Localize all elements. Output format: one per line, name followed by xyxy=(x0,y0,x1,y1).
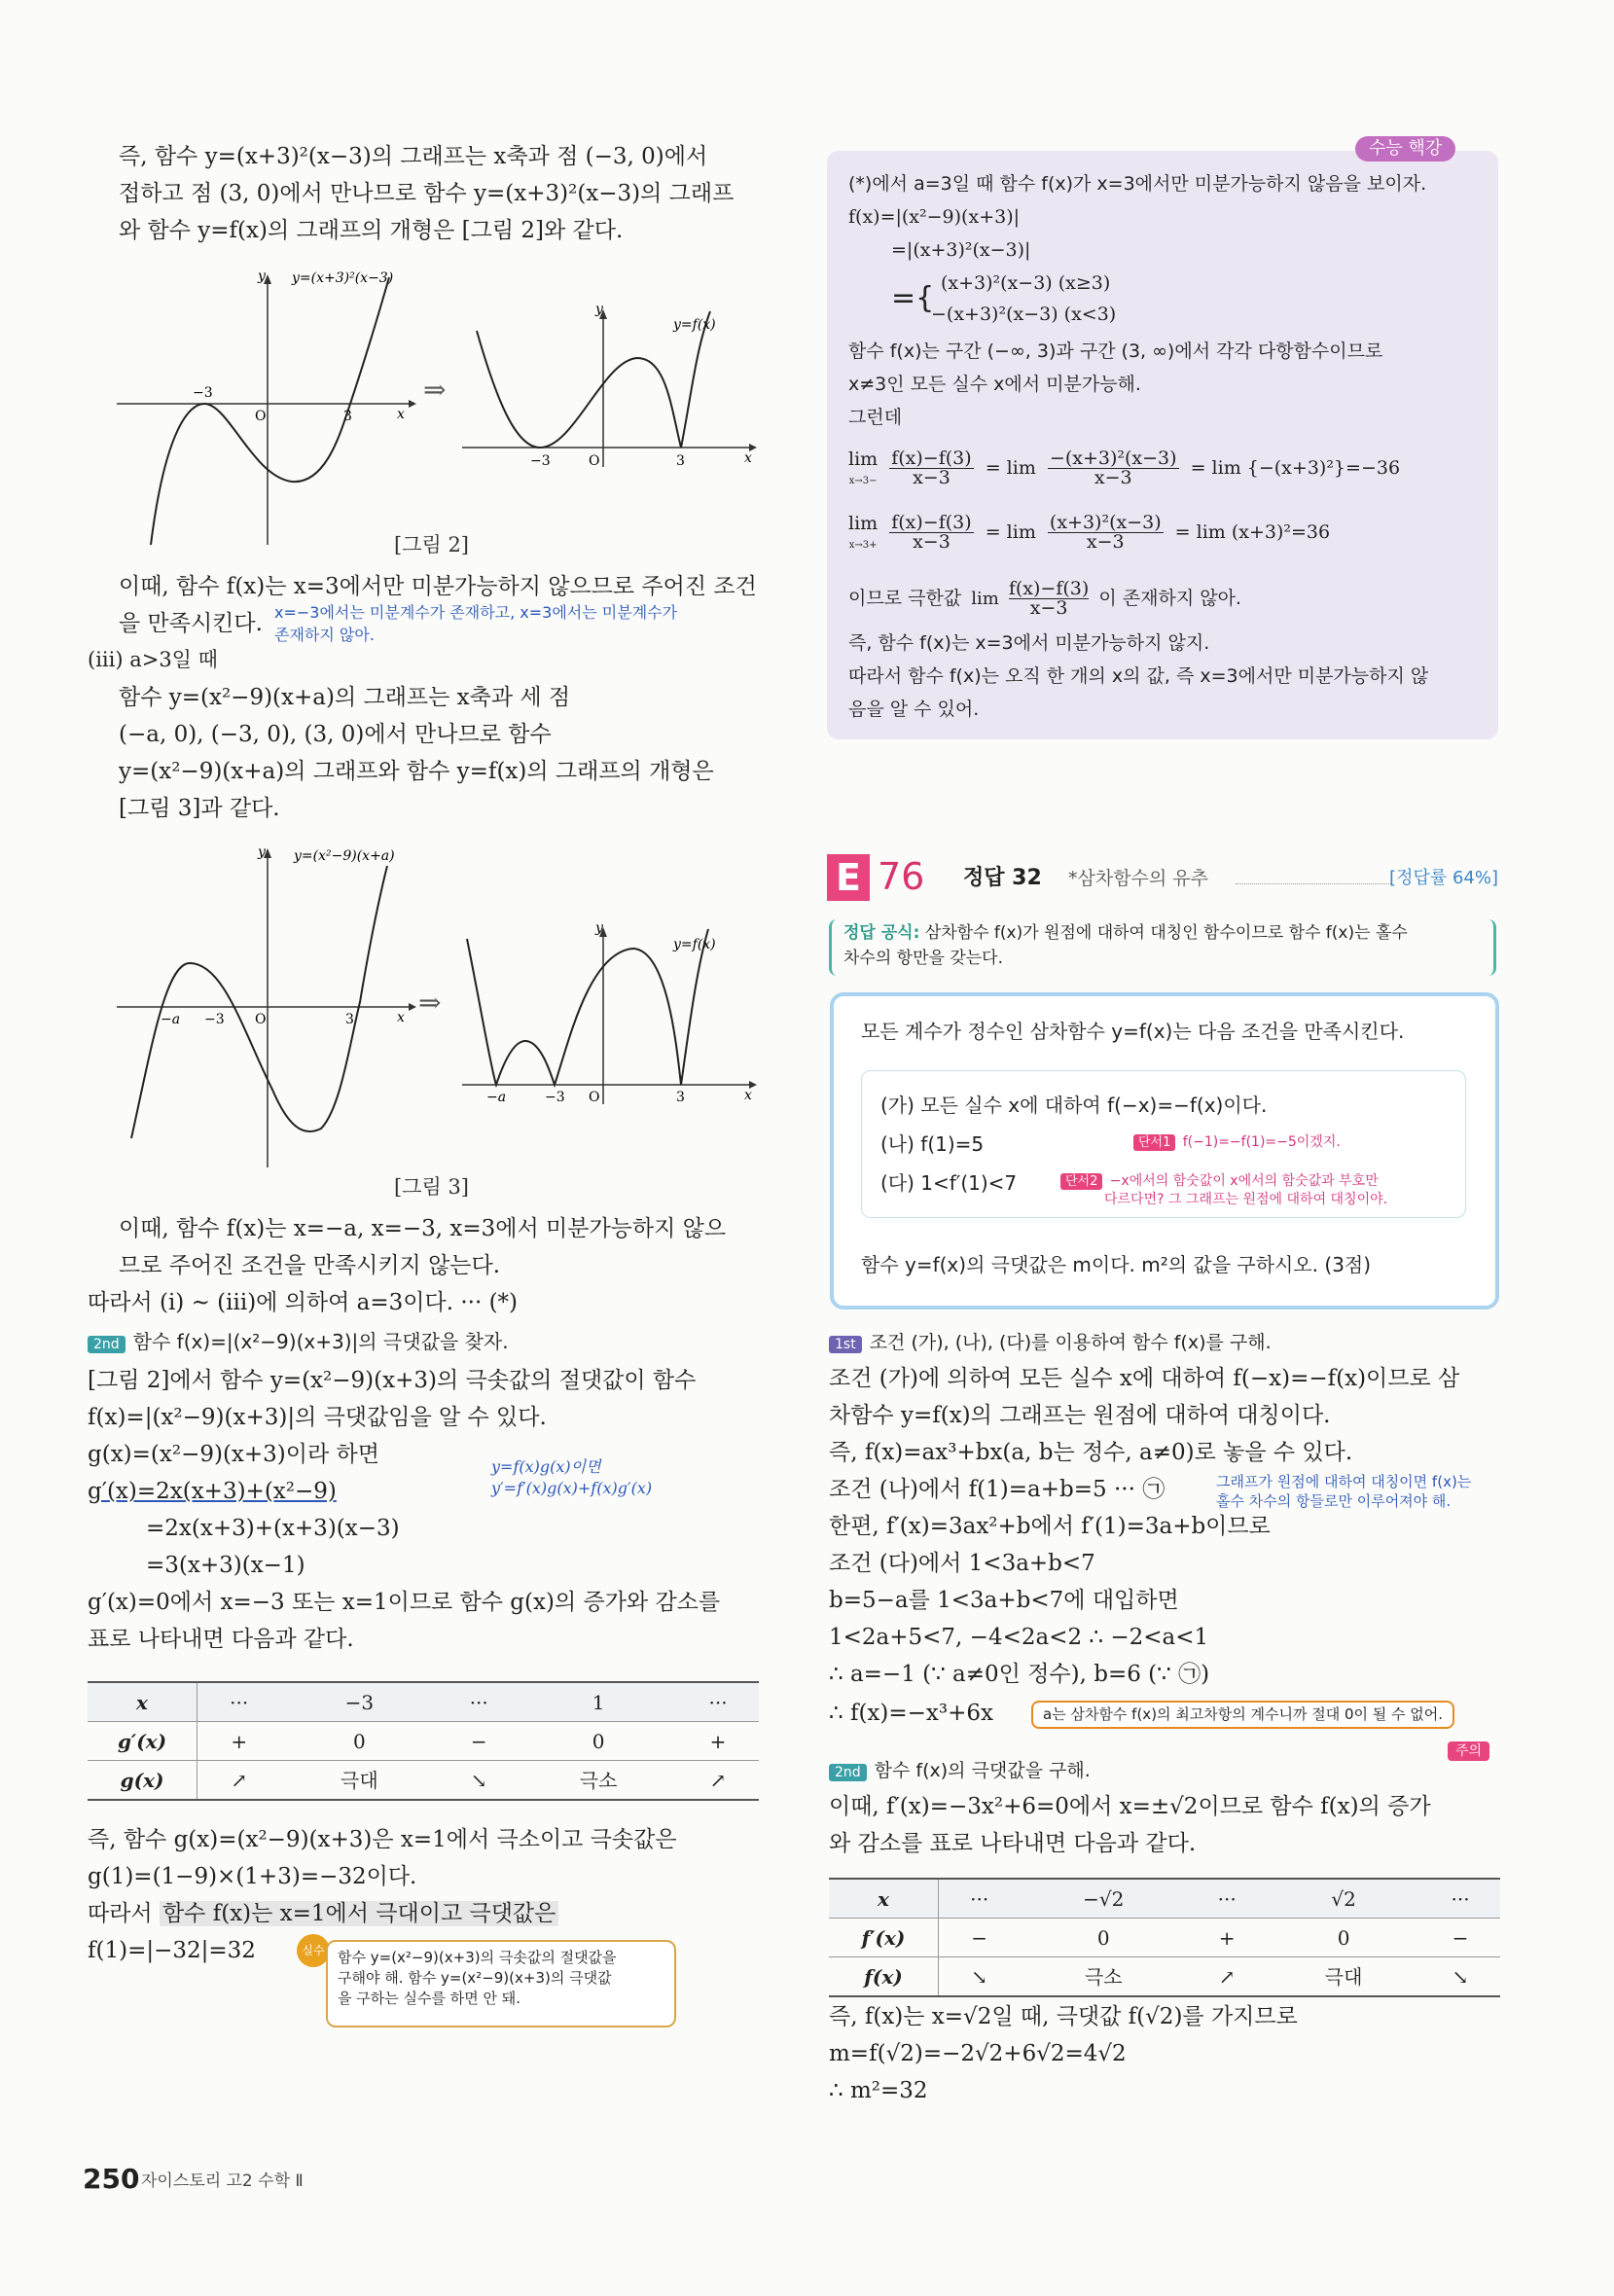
table-cell: ↗ xyxy=(1187,1957,1267,1997)
axis-x-label: x xyxy=(744,450,752,466)
table-cell: + xyxy=(677,1722,759,1761)
lim: lim xyxy=(848,512,879,534)
table-cell: ↘ xyxy=(1420,1957,1500,1997)
page-number: 250 xyxy=(83,2163,140,2195)
tick-label: 3 xyxy=(343,409,352,424)
table-cell: 극소 xyxy=(1020,1957,1187,1997)
table-cell: 극대 xyxy=(280,1761,438,1801)
limit-right: lim x→3+ $\frac{f(x)-f(3)}{x-3}$ = lim $\frac{\text{(x+3)²(x−3)}}{x-3}$ = lim (x+3)²=36 xyxy=(848,512,1331,553)
text-line: 즉, 함수 f(x)는 x=3에서 미분가능하지 않지. xyxy=(848,632,1210,654)
topic-label: *삼차함수의 유추 xyxy=(1068,868,1209,889)
step-tag: 2nd xyxy=(88,1336,126,1353)
figure-3-graphs xyxy=(107,846,769,1177)
text-line: f(x)=|(x²−9)(x+3)| xyxy=(848,206,1021,228)
paragraph-line: y=(x²−9)(x+a)의 그래프와 함수 y=f(x)의 그래프의 개형은 xyxy=(119,759,714,784)
mistake-note xyxy=(326,1940,676,2027)
text-line: 함수 f(x)는 구간 (−∞, 3)과 구간 (3, ∞)에서 각각 다항함수이므로 xyxy=(848,341,1383,362)
axis-y-label: y xyxy=(258,846,266,860)
paragraph-line: g′(x)=2x(x+3)+(x²−9) xyxy=(88,1479,337,1504)
table-cell: 0 xyxy=(280,1722,438,1761)
lim: lim xyxy=(848,448,879,470)
product-rule-note: y=f(x)g(x)이면 xyxy=(491,1457,601,1476)
condition-na: (나) f(1)=5 xyxy=(880,1132,985,1156)
solution-line: ∴ f(x)=−x³+6x xyxy=(829,1701,993,1726)
paragraph-line: 함수 y=(x²−9)(x+a)의 그래프는 x축과 세 점 xyxy=(119,685,571,710)
hint-tag: 단서2 xyxy=(1060,1173,1102,1190)
solution-line: ∴ a=−1 (∵ a≠0인 정수), b=6 (∵ ㉠) xyxy=(829,1662,1210,1687)
table-cell: 1 xyxy=(520,1682,677,1722)
correct-rate: [정답률 64%] xyxy=(1389,868,1498,888)
table-cell: ··· xyxy=(1187,1879,1267,1919)
tick-label: −3 xyxy=(530,453,551,469)
core-badge: 수능 핵강 xyxy=(1355,136,1455,161)
solution-line: 와 감소를 표로 나타내면 다음과 같다. xyxy=(829,1831,1197,1856)
fraction-den: x−3 xyxy=(1086,531,1125,553)
mistake-badge xyxy=(297,1934,330,1967)
note-line: 구해야 해. 함수 y=(x²−9)(x+3)의 극댓값 xyxy=(338,1969,612,1987)
paragraph-line: 이때, 함수 f(x)는 x=−a, x=−3, x=3에서 미분가능하지 않으 xyxy=(119,1216,727,1241)
paragraph-line: f(1)=|−32|=32 xyxy=(88,1938,256,1963)
lim-sub: x→3+ xyxy=(848,539,878,551)
tick-label: −3 xyxy=(545,1090,565,1105)
formula-box xyxy=(829,919,1496,976)
table-cell: 극소 xyxy=(520,1761,677,1801)
paragraph-line: g(x)=(x²−9)(x+3)이라 하면 xyxy=(88,1442,379,1467)
paragraph-line: 따라서 (i) ~ (iii)에 의하여 a=3이다. ··· (*) xyxy=(88,1290,519,1315)
product-rule-note: y′=f′(x)g(x)+f(x)g′(x) xyxy=(491,1479,653,1497)
axis-y-label: y xyxy=(595,302,603,317)
badge-label: 실수 xyxy=(302,1944,325,1957)
axis-y-label: y xyxy=(258,269,266,284)
paragraph-line: 즉, 함수 y=(x+3)²(x−3)의 그래프는 x축과 점 (−3, 0)에서 xyxy=(119,144,708,169)
paragraph-line: [그림 3]과 같다. xyxy=(119,796,280,821)
table-cell: + xyxy=(1187,1919,1267,1957)
hint-1 xyxy=(1133,1129,1341,1151)
graph-label: y=(x²−9)(x+a) xyxy=(294,848,395,864)
step-text: 함수 f(x)의 극댓값을 구해. xyxy=(874,1760,1091,1781)
symmetry-note: 홀수 차수의 항들로만 이루어져야 해. xyxy=(1216,1492,1452,1510)
implies-arrow: ⇒ xyxy=(423,374,447,406)
paragraph-line: 즉, 함수 g(x)=(x²−9)(x+3)은 x=1에서 극소이고 극솟값은 xyxy=(88,1827,677,1852)
table-cell: − xyxy=(438,1722,520,1761)
fraction-num: f(x)−f(3) xyxy=(1008,578,1090,599)
note-line: 함수 y=(x²−9)(x+3)의 극솟값의 절댓값을 xyxy=(338,1949,617,1966)
text-line: 이므로 극한값 lim $\frac{f(x)-f(3)}{x-3}$ 이 존재하지 않아. xyxy=(848,578,1241,619)
axis-x-label: x xyxy=(397,407,405,422)
tick-label: −a xyxy=(161,1012,181,1027)
table-cell: ↘ xyxy=(939,1957,1021,1997)
text-line: −(x+3)²(x−3) (x<3) xyxy=(931,304,1117,325)
fraction-den: x−3 xyxy=(1094,467,1132,488)
text-line: (*)에서 a=3일 때 함수 f(x)가 x=3에서만 미분가능하지 않음을 보이자. xyxy=(848,173,1427,195)
tick-label: 3 xyxy=(676,453,685,469)
graph-label: y=f(x) xyxy=(673,937,716,952)
fraction-num: f(x)−f(3) xyxy=(891,448,972,469)
solution-line: 즉, f(x)=ax³+bx(a, b는 정수, a≠0)로 놓을 수 있다. xyxy=(829,1440,1353,1465)
highlighted-text: 함수 f(x)는 x=1에서 극대이고 극댓값은 xyxy=(160,1901,558,1926)
axis-x-label: x xyxy=(744,1088,752,1103)
table-cell: f′(x) xyxy=(829,1919,939,1957)
table-cell: ↘ xyxy=(438,1761,520,1801)
formula-label: 정답 공식: xyxy=(843,923,920,943)
note-line: 을 구하는 실수를 하면 안 돼. xyxy=(338,1990,520,2007)
table-cell: ··· xyxy=(197,1682,281,1722)
paragraph-line: g′(x)=0에서 x=−3 또는 x=1이므로 함수 g(x)의 증가와 감소를 xyxy=(88,1590,721,1615)
problem-letter: E xyxy=(827,854,870,901)
graph-label: y=f(x) xyxy=(673,317,716,333)
origin-label: O xyxy=(589,453,600,469)
limit-tail: = lim {−(x+3)²}=−36 xyxy=(1190,457,1401,479)
tick-label: 3 xyxy=(676,1090,685,1105)
paragraph-line: 므로 주어진 조건을 만족시키지 않는다. xyxy=(119,1253,501,1278)
paragraph-line: =2x(x+3)+(x+3)(x−3) xyxy=(146,1516,400,1541)
solution-line: 조건 (나)에서 f(1)=a+b=5 ··· ㉠ xyxy=(829,1477,1166,1502)
table-cell: ··· xyxy=(1420,1879,1500,1919)
step-tag: 1st xyxy=(829,1336,862,1353)
hint-tag: 단서1 xyxy=(1133,1134,1175,1151)
hint-text: f(−1)=−f(1)=−5이겠지. xyxy=(1182,1134,1341,1150)
formula-text: 삼차함수 f(x)가 원점에 대하여 대칭인 함수이므로 함수 f(x)는 홀수 xyxy=(924,923,1408,943)
solution-line: 1<2a+5<7, −4<2a<2 ∴ −2<a<1 xyxy=(829,1625,1209,1650)
step-heading xyxy=(829,1331,1272,1353)
implies-arrow: ⇒ xyxy=(418,987,442,1019)
hint-2 xyxy=(1060,1167,1379,1190)
step-tag: 2nd xyxy=(829,1764,867,1781)
brace: ={ xyxy=(891,281,935,315)
side-note: x=−3에서는 미분계수가 존재하고, x=3에서는 미분계수가 xyxy=(274,603,678,622)
axis-y-label: y xyxy=(595,920,603,936)
paragraph-line: 이때, 함수 f(x)는 x=3에서만 미분가능하지 않으므로 주어진 조건 xyxy=(119,574,757,599)
table-cell: 0 xyxy=(1267,1919,1420,1957)
condition-ga: (가) 모든 실수 x에 대하여 f(−x)=−f(x)이다. xyxy=(880,1094,1268,1117)
text: 이 존재하지 않아. xyxy=(1098,588,1241,609)
fraction-den: x−3 xyxy=(913,531,950,553)
case-heading: (iii) a>3일 때 xyxy=(88,648,218,671)
text-line: x≠3인 모든 실수 x에서 미분가능해. xyxy=(848,374,1141,395)
step-text: 조건 (가), (나), (다)를 이용하여 함수 f(x)를 구해. xyxy=(869,1332,1272,1353)
table-cell: ··· xyxy=(939,1879,1021,1919)
figure-caption: [그림 2] xyxy=(394,533,469,556)
paragraph-line xyxy=(88,1903,558,1925)
problem-number: 76 xyxy=(878,855,925,898)
table-cell: + xyxy=(197,1722,281,1761)
paragraph-line: =3(x+3)(x−1) xyxy=(146,1553,305,1578)
book-title: 자이스토리 고2 수학 Ⅱ xyxy=(141,2171,304,2191)
table-cell: 0 xyxy=(520,1722,677,1761)
text-line: 음을 알 수 있어. xyxy=(848,699,980,720)
side-note: 존재하지 않아. xyxy=(274,626,375,644)
table-cell: ↗ xyxy=(677,1761,759,1801)
fraction-den: x−3 xyxy=(1029,597,1068,619)
problem-stem: 모든 계수가 정수인 삼차함수 y=f(x)는 다음 조건을 만족시킨다. xyxy=(861,1020,1405,1043)
graph-label: y=(x+3)²(x−3) xyxy=(292,270,394,286)
table-cell: ··· xyxy=(677,1682,759,1722)
table-cell: g(x) xyxy=(88,1761,197,1801)
fraction-num: −(x+3)²(x−3) xyxy=(1049,448,1177,469)
caution-note: a는 삼차함수 f(x)의 최고차항의 계수니까 절대 0이 될 수 없어. xyxy=(1031,1701,1454,1729)
hint-text: −x에서의 함숫값이 x에서의 함숫값과 부호만 xyxy=(1109,1173,1379,1189)
formula-text: 차수의 항만을 갖는다. xyxy=(843,949,1004,968)
paragraph-line: [그림 2]에서 함수 y=(x²−9)(x+3)의 극솟값의 절댓값이 함수 xyxy=(88,1368,697,1393)
axis-x-label: x xyxy=(397,1010,405,1025)
limit-tail: = lim (x+3)²=36 xyxy=(1174,521,1331,543)
solution-line: b=5−a를 1<3a+b<7에 대입하면 xyxy=(829,1588,1179,1613)
fraction-num: (x+3)²(x−3) xyxy=(1049,512,1162,533)
fraction-den: x−3 xyxy=(913,467,950,488)
tick-label: 3 xyxy=(345,1012,354,1027)
table-cell: f(x) xyxy=(829,1957,939,1997)
symmetry-note: 그래프가 원점에 대하여 대칭이면 f(x)는 xyxy=(1216,1473,1472,1490)
problem-header xyxy=(827,854,1498,903)
paragraph-line: 접하고 점 (3, 0)에서 만나므로 함수 y=(x+3)²(x−3)의 그래프 xyxy=(119,181,735,206)
paragraph-line: 와 함수 y=f(x)의 그래프의 개형은 [그림 2]와 같다. xyxy=(119,218,624,243)
tick-label: −3 xyxy=(204,1012,225,1027)
table-cell: − xyxy=(939,1919,1021,1957)
text-line: 따라서 함수 f(x)는 오직 한 개의 x의 값, 즉 x=3에서만 미분가능하지 않 xyxy=(848,665,1429,687)
answer-label: 정답 32 xyxy=(963,866,1042,890)
fraction-num: f(x)−f(3) xyxy=(891,512,972,533)
solution-line: 즉, f(x)는 x=√2일 때, 극댓값 f(√2)를 가지므로 xyxy=(829,2004,1298,2029)
text: 이므로 극한값 xyxy=(848,588,962,609)
tick-label: −3 xyxy=(193,385,213,401)
tick-label: −a xyxy=(486,1090,507,1105)
step-heading xyxy=(88,1331,509,1353)
solution-line: 한편, f′(x)=3ax²+b에서 f′(1)=3a+b이므로 xyxy=(829,1514,1271,1539)
condition-da: (다) 1<f′(1)<7 xyxy=(880,1171,1018,1195)
table-cell: x xyxy=(88,1682,197,1722)
figure-caption: [그림 3] xyxy=(394,1175,469,1199)
solution-line: 차함수 y=f(x)의 그래프는 원점에 대하여 대칭이다. xyxy=(829,1403,1331,1428)
solution-line: 조건 (다)에서 1<3a+b<7 xyxy=(829,1551,1095,1576)
caution-badge: 주의 xyxy=(1448,1741,1489,1761)
text-line: (x+3)²(x−3) (x≥3) xyxy=(941,272,1111,294)
solution-line: 조건 (가)에 의하여 모든 실수 x에 대하여 f(−x)=−f(x)이므로 삼 xyxy=(829,1366,1460,1391)
table-cell: g′(x) xyxy=(88,1722,197,1761)
solution-line: 이때, f′(x)=−3x²+6=0에서 x=±√2이므로 함수 f(x)의 증가 xyxy=(829,1794,1431,1819)
sign-table-g xyxy=(88,1681,759,1801)
table-cell: 극대 xyxy=(1267,1957,1420,1997)
paragraph-line: g(1)=(1−9)×(1+3)=−32이다. xyxy=(88,1864,417,1889)
hint-text: 다르다면? 그 그래프는 원점에 대하여 대칭이야. xyxy=(1104,1192,1388,1207)
paragraph-line: f(x)=|(x²−9)(x+3)|의 극댓값임을 알 수 있다. xyxy=(88,1405,547,1430)
table-cell: ··· xyxy=(438,1682,520,1722)
table-cell: −3 xyxy=(280,1682,438,1722)
paragraph-line: 을 만족시킨다. xyxy=(119,611,263,636)
table-cell: −√2 xyxy=(1020,1879,1187,1919)
solution-line: ∴ m²=32 xyxy=(829,2078,928,2103)
table-cell: − xyxy=(1420,1919,1500,1957)
solution-line: m=f(√2)=−2√2+6√2=4√2 xyxy=(829,2041,1127,2066)
origin-label: O xyxy=(255,409,267,424)
paragraph-line: 표로 나타내면 다음과 같다. xyxy=(88,1627,354,1652)
figure-2-graphs xyxy=(107,263,769,555)
table-cell: ↗ xyxy=(197,1761,281,1801)
text-line: =|(x+3)²(x−3)| xyxy=(891,239,1031,261)
text: 따라서 xyxy=(88,1901,153,1926)
table-cell: x xyxy=(829,1879,939,1919)
table-cell: √2 xyxy=(1267,1879,1420,1919)
paragraph-line: (−a, 0), (−3, 0), (3, 0)에서 만나므로 함수 xyxy=(119,722,552,747)
text-line: 그런데 xyxy=(848,407,903,428)
origin-label: O xyxy=(589,1090,600,1105)
step-text: 함수 f(x)=|(x²−9)(x+3)|의 극댓값을 찾자. xyxy=(132,1330,509,1353)
limit-left: lim x→3− $\frac{f(x)-f(3)}{x-3}$ = lim $\frac{\text{−(x+3)²(x−3)}}{x-3}$ = lim {−(x+3)²}=−36 xyxy=(848,448,1401,488)
step-heading xyxy=(829,1759,1091,1781)
origin-label: O xyxy=(255,1012,267,1027)
problem-question: 함수 y=f(x)의 극댓값은 m이다. m²의 값을 구하시오. (3점) xyxy=(861,1253,1372,1276)
sign-table-f xyxy=(829,1878,1500,1997)
table-cell: 0 xyxy=(1020,1919,1187,1957)
lim-sub: x→3− xyxy=(848,475,878,486)
